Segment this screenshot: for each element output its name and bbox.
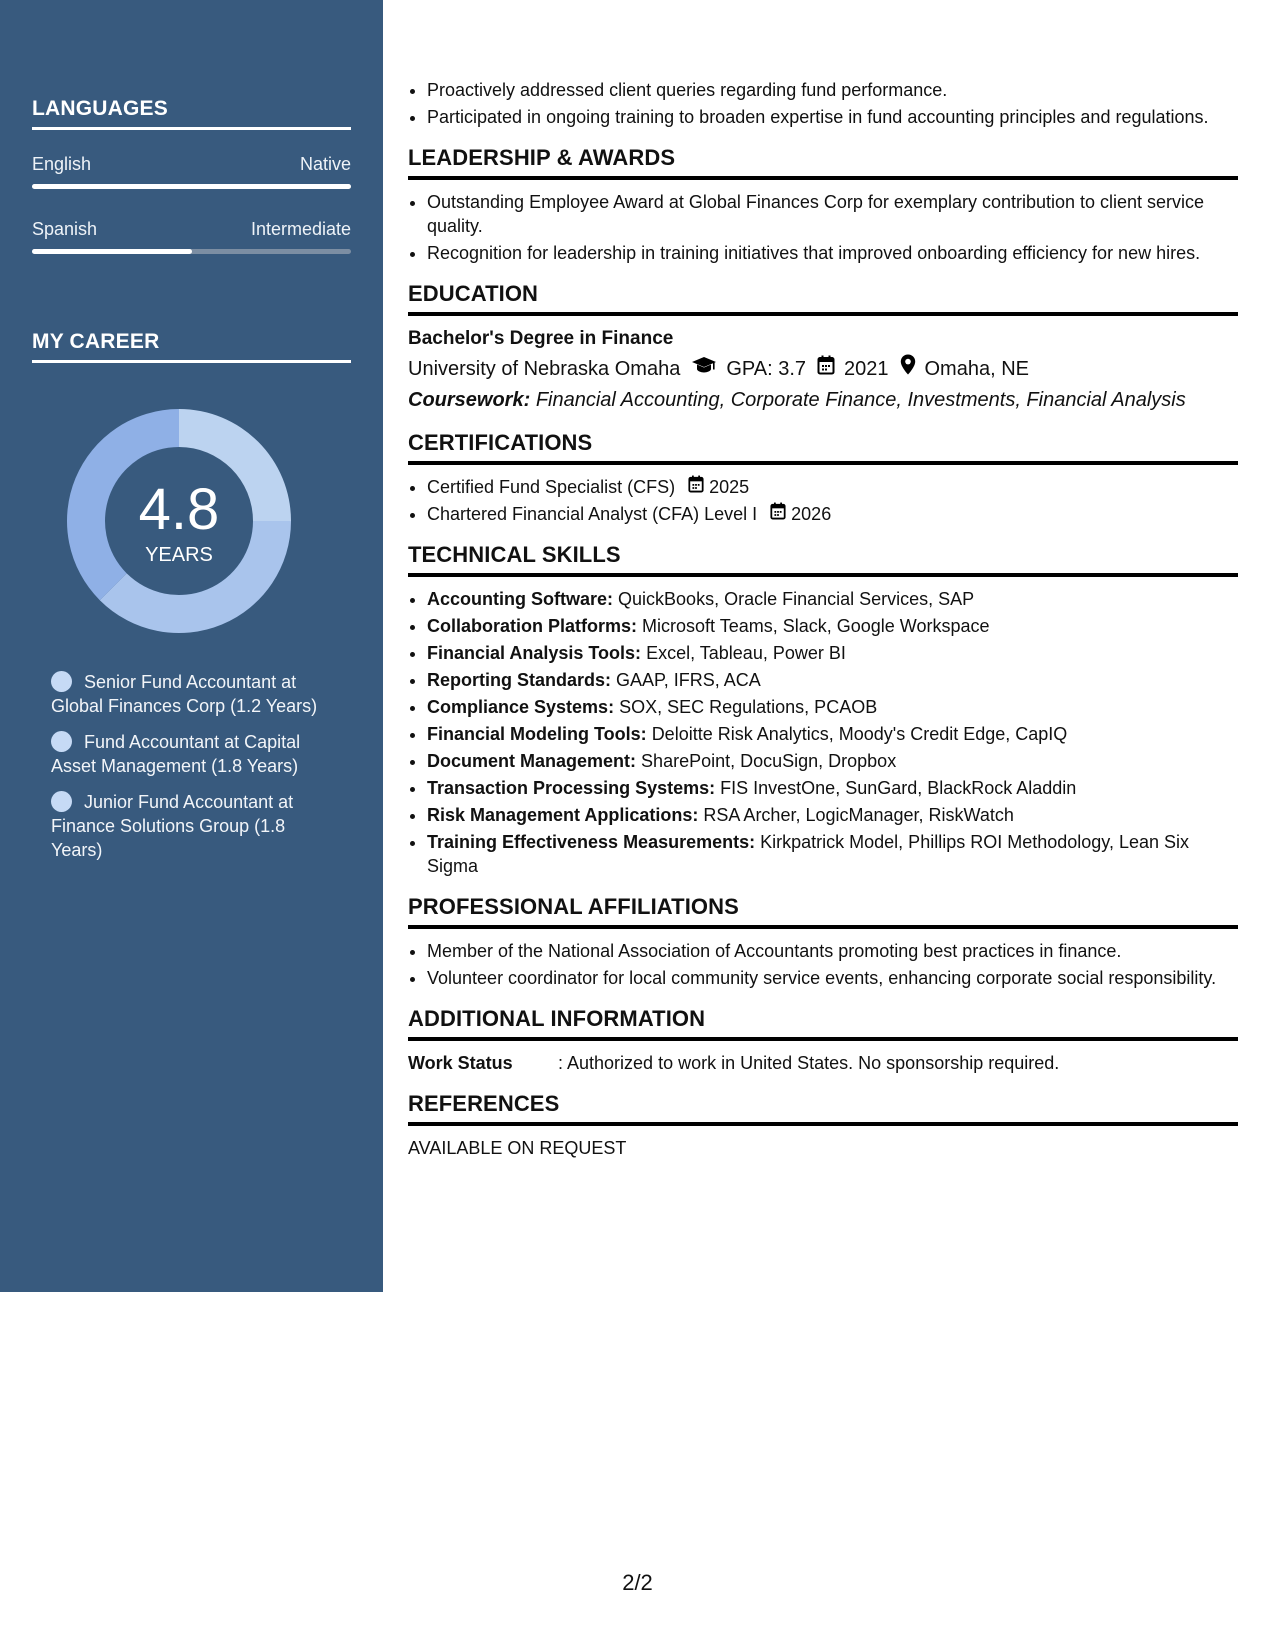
language-row-english [32,154,351,175]
career-item-text: Fund Accountant at Capital Asset Management (1.8 Years) [51,732,301,776]
languages-heading: LANGUAGES [32,97,351,130]
certification-name: • Certified Fund Specialist (CFS) [427,477,676,497]
list-item [427,695,1238,719]
experience-bullets [408,78,1238,129]
education-location: Omaha, NE [924,357,1029,380]
language-name: Spanish [32,219,98,239]
education-year: 2021 [844,357,889,380]
certification-year: 2026 [791,504,832,524]
language-bar-spanish [32,249,351,254]
list-item [427,641,1238,665]
certification-year: 2025 [709,477,750,497]
skill-label: Transaction Processing Systems: [427,778,716,798]
list-item: • Volunteer coordinator for local community service events, enhancing corporate social responsibility. [427,966,1238,990]
career-dot-icon [51,791,72,812]
list-item [427,502,1238,526]
donut-center [66,408,292,634]
calendar-icon [770,502,786,526]
list-item [427,803,1238,827]
section-title-skills: TECHNICAL SKILLS [408,542,1238,577]
calendar-icon [688,475,704,499]
career-total-value: 4.8 [138,477,220,542]
section-title-leadership: LEADERSHIP & AWARDS [408,145,1238,180]
list-item: • Participated in ongoing training to broaden expertise in fund accounting principles and regulations. [427,105,1238,129]
list-item: • Proactively addressed client queries regarding fund performance. [427,78,1238,102]
career-item-text: Senior Fund Accountant at Global Finances Corp (1.2 Years) [51,672,318,716]
skill-value: Deloitte Risk Analytics, Moody's Credit Edge, CapIQ [651,724,1068,744]
language-bar-fill [32,184,351,189]
list-item [427,749,1238,773]
skill-label: Reporting Standards: [427,670,612,690]
list-item [427,587,1238,611]
sidebar [0,0,383,1292]
section-title-additional: ADDITIONAL INFORMATION [408,1006,1238,1041]
language-bar-english [32,184,351,189]
graduation-cap-icon [691,355,717,383]
career-item [51,790,331,862]
references-text: AVAILABLE ON REQUEST [408,1138,627,1158]
language-bar-fill [32,249,192,254]
list-item [427,614,1238,638]
skill-label: Document Management: [427,751,637,771]
education-gpa: GPA: 3.7 [726,357,806,380]
skill-label: Training Effectiveness Measurements: [427,832,756,852]
main-content [408,78,1238,1160]
career-item-text: Junior Fund Accountant at Finance Solutions Group (1.8 Years) [51,792,294,860]
skill-value: GAAP, IFRS, ACA [616,670,761,690]
education-coursework [408,386,1238,414]
skill-value: FIS InvestOne, SunGard, BlackRock Aladdin [720,778,1077,798]
skill-value: RSA Archer, LogicManager, RiskWatch [703,805,1014,825]
section-title-certifications: CERTIFICATIONS [408,430,1238,465]
language-row-spanish [32,219,351,240]
leadership-list [408,190,1238,265]
skill-value: QuickBooks, Oracle Financial Services, SAP [618,589,975,609]
list-item [427,475,1238,499]
skill-label: Risk Management Applications: [427,805,699,825]
page-number: 2/2 [622,1570,653,1595]
skill-label: Accounting Software: [427,589,614,609]
language-name: English [32,154,92,174]
career-dot-icon [51,671,72,692]
career-item [51,730,331,778]
list-item [427,776,1238,800]
section-title-references: REFERENCES [408,1091,1238,1126]
certification-name: • Chartered Financial Analyst (CFA) Level I [427,504,758,524]
section-title-affiliations: PROFESSIONAL AFFILIATIONS [408,894,1238,929]
skill-value: Excel, Tableau, Power BI [646,643,846,663]
education-school: University of Nebraska Omaha [408,357,681,380]
career-dot-icon [51,731,72,752]
list-item: • Outstanding Employee Award at Global Finances Corp for exemplary contribution to client service quality. [427,190,1238,238]
career-item [51,670,331,718]
skill-value: SharePoint, DocuSign, Dropbox [641,751,897,771]
certifications-list [408,475,1238,526]
skill-label: Financial Analysis Tools: [427,643,642,663]
list-item: • Recognition for leadership in training initiatives that improved onboarding efficiency for new hires. [427,241,1238,265]
career-donut-chart [66,408,292,634]
list-item: • Member of the National Association of Accountants promoting best practices in finance. [427,939,1238,963]
career-heading: MY CAREER [32,330,351,363]
skill-label: Financial Modeling Tools: [427,724,647,744]
work-status-value: : Authorized to work in United States. No sponsorship required. [558,1053,1060,1073]
education-details [408,354,1238,383]
skill-value: SOX, SEC Regulations, PCAOB [619,697,878,717]
language-level: Native [299,154,351,174]
education-degree: Bachelor's Degree in Finance [408,328,674,349]
skill-label: Compliance Systems: [427,697,615,717]
skill-value: Kirkpatrick Model, Phillips ROI Methodology, Lean Six Sigma [427,832,1189,876]
skills-list [408,587,1238,878]
skill-value: Microsoft Teams, Slack, Google Workspace [642,616,990,636]
list-item [427,722,1238,746]
coursework-value: Financial Accounting, Corporate Finance, Investments, Financial Analysis [535,389,1186,411]
career-list [32,670,351,862]
work-status-label: Work Status [408,1053,513,1073]
map-pin-icon [900,354,916,383]
work-status-row [408,1051,1238,1075]
list-item [427,830,1238,878]
language-level: Intermediate [250,219,351,239]
affiliations-list [408,939,1238,990]
skill-label: Collaboration Platforms: [427,616,638,636]
calendar-icon [817,355,835,383]
coursework-label: Coursework: [408,389,531,411]
section-title-education: EDUCATION [408,281,1238,316]
list-item [427,668,1238,692]
career-total-unit: YEARS [145,544,213,566]
